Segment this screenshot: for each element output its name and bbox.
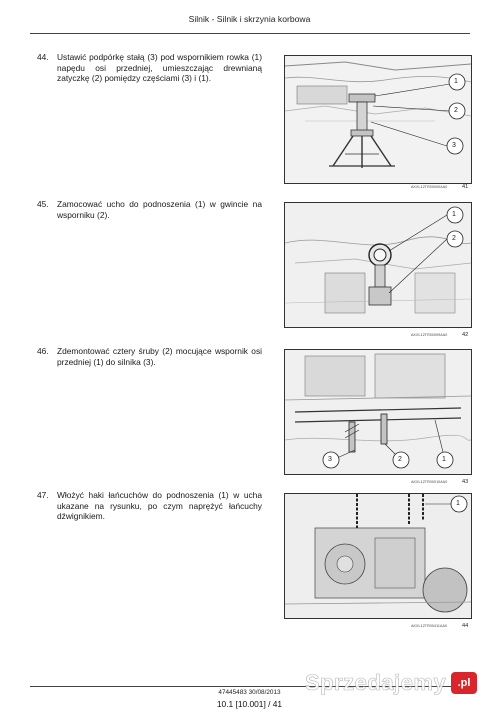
figure-44	[284, 493, 472, 619]
step-text: Włożyć haki łańcuchów do podnoszenia (1) w ucha ukazane na rysunku, po czym naprężyć łańcuchy dźwignikiem.	[57, 490, 262, 522]
footer-document-id: 47445483 30/08/2013	[218, 689, 281, 696]
step-number: 44.	[37, 52, 49, 62]
callout-1: 1	[442, 456, 446, 463]
figure-number: 42	[462, 332, 469, 338]
callout-1: 1	[454, 78, 458, 85]
step-text: Zamocować ucho do podnoszenia (1) w gwincie na wsporniku (2).	[57, 199, 262, 220]
figure-number: 43	[462, 479, 469, 485]
callout-1: 1	[456, 500, 460, 507]
figure-41	[284, 55, 472, 184]
step-text: Zdemontować cztery śruby (2) mocujące wspornik osi przedniej (1) do silnika (3).	[57, 346, 262, 367]
callout-2: 2	[454, 107, 458, 114]
figure-number: 41	[462, 184, 469, 190]
footer-page-number: 10.1 [10.001] / 41	[216, 699, 283, 709]
step-number: 46.	[37, 346, 49, 356]
figure-code: AKXL12TR00411AA0	[411, 624, 448, 628]
figure-42-illustration	[285, 203, 471, 327]
page-title: Silnik - Silnik i skrzynia korbowa	[188, 14, 311, 24]
figure-code: AKXL12TR00010AA0	[411, 480, 448, 484]
figure-41-illustration	[285, 56, 471, 183]
watermark-badge: .pl	[451, 672, 477, 694]
callout-3: 3	[328, 456, 332, 463]
figure-43	[284, 349, 472, 475]
header-divider	[30, 33, 470, 34]
figure-code: AKXL12TR00000AA0	[411, 185, 448, 189]
step-text: Ustawić podpórkę stałą (3) pod wspornikiem rowka (1) napędu osi przedniej, umieszczając drewnianą zatyczkę (2) pomiędzy częściami (3) i (1).	[57, 52, 262, 84]
figure-code: AKXL12TR00009AA0	[411, 333, 448, 337]
watermark	[305, 662, 485, 702]
callout-2: 2	[398, 456, 402, 463]
figure-number: 44	[462, 623, 469, 629]
step-number: 47.	[37, 490, 49, 500]
callout-3: 3	[452, 142, 456, 149]
figure-44-illustration	[285, 494, 471, 618]
callout-2: 2	[452, 235, 456, 242]
callout-1: 1	[452, 211, 456, 218]
figure-42	[284, 202, 472, 328]
step-number: 45.	[37, 199, 49, 209]
watermark-text: Sprzedajemy	[305, 670, 447, 695]
